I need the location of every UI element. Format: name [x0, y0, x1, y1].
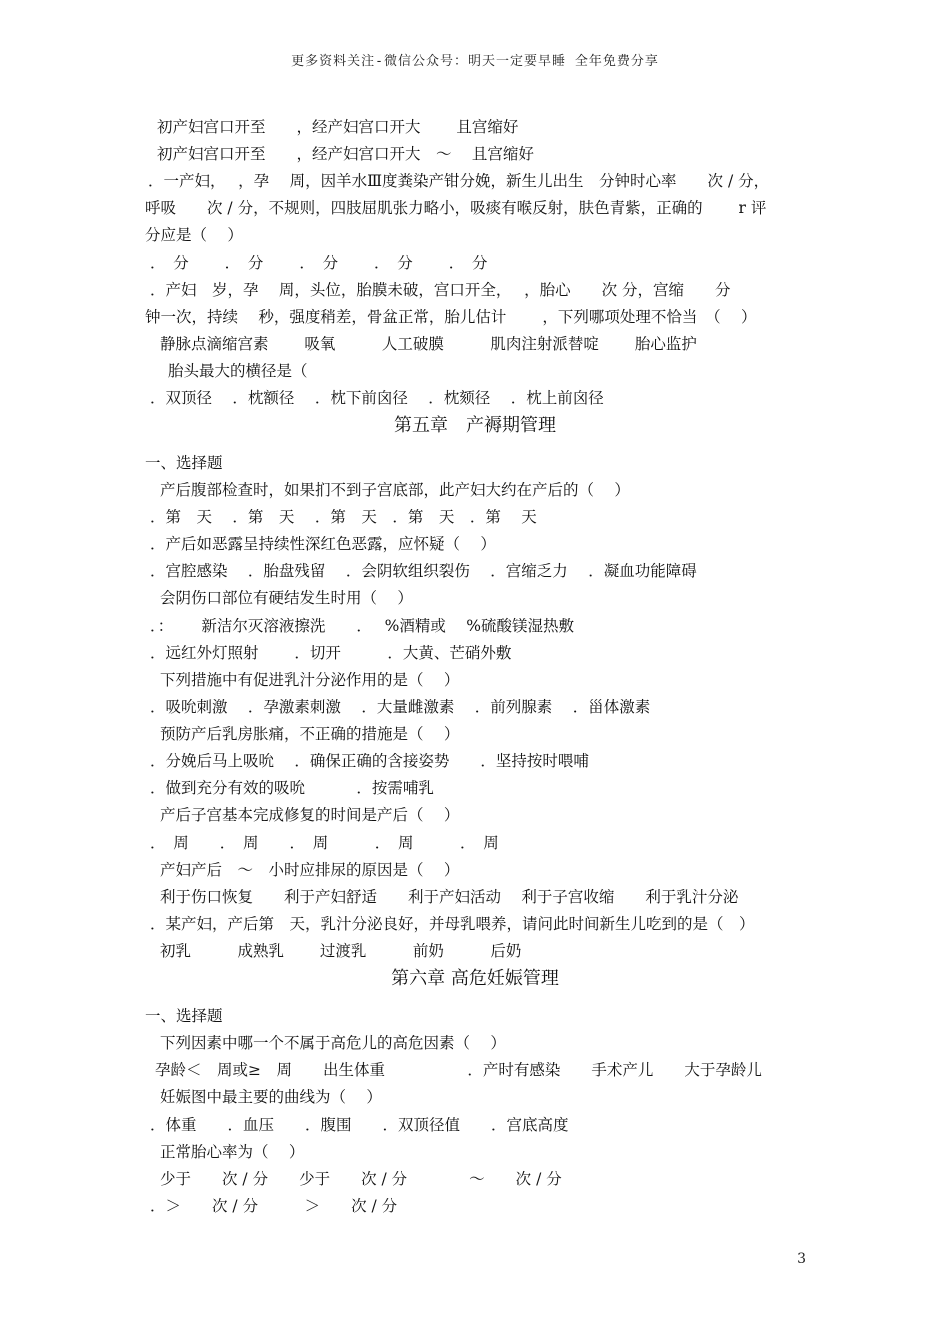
text-line: 孕龄＜ 周或≥ 周 出生体重 ．产时有感染 手术产儿 大于孕龄儿: [155, 1061, 762, 1079]
text-line: 产后腹部检查时，如果扪不到子宫底部，此产妇大约在产后的（ ）: [160, 481, 630, 499]
text-line: ．一产妇， ，孕 周，因羊水Ⅲ度粪染产钳分娩，新生儿出生 分钟时心率 次 / 分，: [148, 172, 770, 190]
text-line: 预防产后乳房胀痛，不正确的措施是（ ）: [160, 725, 460, 743]
section-heading: 一、选择题: [145, 454, 223, 472]
text-line: ．分娩后马上吸吮 ．确保正确的含接姿势 ．坚持按时喂哺: [150, 752, 589, 770]
text-line: 胎头最大的横径是（: [168, 362, 308, 380]
text-line: ．第 天 ．第 天 ．第 天 ．第 天 ．第 天: [150, 508, 537, 526]
text-line: ．＞ 次 / 分 ＞ 次 / 分: [150, 1197, 398, 1215]
text-line: 分应是（ ）: [145, 226, 243, 244]
chapter-title: 第六章 高危妊娠管理: [391, 968, 559, 989]
text-line: ．远红外灯照射 ．切开 ．大黄、芒硝外敷: [150, 644, 512, 662]
text-line: 初产妇宫口开至 ，经产妇宫口开大 且宫缩好: [157, 118, 519, 136]
chapter-title: 第五章 产褥期管理: [394, 415, 556, 436]
text-line: 下列因素中哪一个不属于高危儿的高危因素（ ）: [160, 1034, 506, 1052]
text-line: 少于 次 / 分 少于 次 / 分 ～ 次 / 分: [160, 1170, 562, 1188]
text-line: 产后子宫基本完成修复的时间是产后（ ）: [160, 806, 460, 824]
text-line: 会阴伤口部位有硬结发生时用（ ）: [160, 589, 413, 607]
text-line: ．体重 ．血压 ．腹围 ．双顶径值 ．宫底高度: [150, 1116, 569, 1134]
text-line: 初乳 成熟乳 过渡乳 前奶 后奶: [160, 942, 522, 960]
text-line: 初产妇宫口开至 ，经产妇宫口开大 ～ 且宫缩好: [157, 145, 534, 163]
text-line: 正常胎心率为（ ）: [160, 1143, 305, 1161]
text-line: ． 分 ． 分 ． 分 ． 分 ． 分: [150, 254, 488, 272]
page-header: 更多资料关注-微信公众号：明天一定要早睡 全年免费分享: [291, 54, 659, 69]
section-heading: 一、选择题: [145, 1007, 223, 1025]
page-number: 3: [797, 1251, 806, 1267]
text-line: ．某产妇，产后第 天，乳汁分泌良好，并母乳喂养，请问此时间新生儿吃到的是（ ）: [150, 915, 755, 933]
text-line: ．： 新洁尔灭溶液擦洗 ． %酒精或 %硫酸镁湿热敷: [150, 617, 574, 635]
text-line: ．做到充分有效的吸吮 ．按需哺乳: [150, 779, 434, 797]
text-line: 利于伤口恢复 利于产妇舒适 利于产妇活动 利于子宫收缩 利于乳汁分泌: [160, 888, 739, 906]
text-line: 呼吸 次 / 分，不规则，四肢屈肌张力略小，吸痰有喉反射，肤色青紫，正确的 r 评: [145, 199, 767, 217]
text-line: 静脉点滴缩宫素 吸氧 人工破膜 肌肉注射派替啶 胎心监护: [160, 335, 697, 353]
text-line: 钟一次，持续 秒，强度稍差，骨盆正常，胎儿估计 ，下列哪项处理不恰当 （ ）: [145, 308, 757, 326]
text-line: 妊娠图中最主要的曲线为（ ）: [160, 1088, 382, 1106]
text-line: 产妇产后 ～ 小时应排尿的原因是（ ）: [160, 861, 460, 879]
text-line: ． 周 ． 周 ． 周 ． 周 ． 周: [150, 834, 499, 852]
text-line: ．产妇 岁，孕 周，头位，胎膜未破，宫口开全， ，胎心 次 分，宫缩 分: [150, 281, 731, 299]
text-line: ．宫腔感染 ．胎盘残留 ．会阴软组织裂伤 ．宫缩乏力 ．凝血功能障碍: [150, 562, 697, 580]
text-line: ．双顶径 ．枕额径 ．枕下前囟径 ．枕颏径 ．枕上前囟径: [150, 389, 604, 407]
text-line: 下列措施中有促进乳汁分泌作用的是（ ）: [160, 671, 460, 689]
text-line: ．产后如恶露呈持续性深红色恶露，应怀疑（ ）: [150, 535, 496, 553]
text-line: ．吸吮刺激 ．孕激素刺激 ．大量雌激素 ．前列腺素 ．甾体激素: [150, 698, 651, 716]
